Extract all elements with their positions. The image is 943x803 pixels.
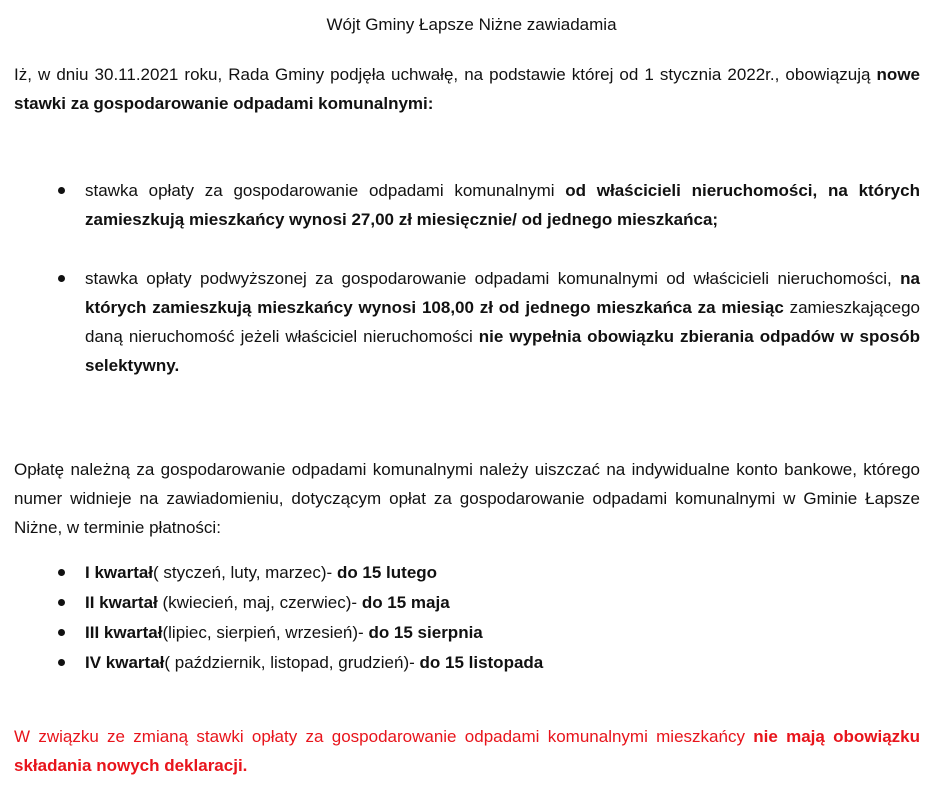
quarter-list-item <box>0 648 943 678</box>
quarter-label: II kwartał <box>85 593 158 612</box>
rate-text-bold: na których zamieszkują mieszkańcy wynosi 108,00 zł od jednego mieszkańca za miesiąc <box>85 269 920 317</box>
intro-paragraph <box>14 60 920 118</box>
rate-text-bold: od właścicieli nieruchomości, na których zamieszkują mieszkańcy wynosi 27,00 zł miesięcznie/ od jednego mieszkańca; <box>85 181 920 229</box>
bullet-icon <box>58 599 65 606</box>
quarter-months: ( styczeń, luty, marzec)- <box>153 563 337 582</box>
announcement-title: Wójt Gminy Łapsze Niżne zawiadamia <box>326 15 617 34</box>
bullet-icon <box>58 187 65 194</box>
quarter-list-item <box>0 618 943 648</box>
intro-text: Iż, w dniu 30.11.2021 roku, Rada Gminy podjęła uchwałę, na podstawie której od 1 stycznia 2022r., obowiązują <box>14 65 877 84</box>
quarter-deadline: do 15 lutego <box>336 563 438 582</box>
quarter-deadline: do 15 sierpnia <box>368 623 483 642</box>
quarter-deadline: do 15 maja <box>361 593 450 612</box>
quarter-text <box>85 588 920 618</box>
rate-text-bold: nie wypełnia obowiązku zbierania odpadów w sposób selektywny. <box>85 327 920 375</box>
bullet-icon <box>58 569 65 576</box>
quarter-list-item <box>0 588 943 618</box>
bullet-icon <box>58 659 65 666</box>
quarter-months: (kwiecień, maj, czerwiec)- <box>157 593 362 612</box>
quarter-months: (lipiec, sierpień, wrzesień)- <box>162 623 369 642</box>
quarter-label: I kwartał <box>85 563 154 582</box>
quarter-months: ( październik, listopad, grudzień)- <box>164 653 420 672</box>
quarter-text <box>85 558 920 588</box>
bullet-icon <box>58 629 65 636</box>
rate-text-regular: zamieszkającego daną nieruchomość jeżeli właściciel nieruchomości <box>85 298 920 346</box>
notice-bold-text: nie mają obowiązku składania nowych deklaracji. <box>14 727 920 775</box>
rate-text-regular: stawka opłaty podwyższonej za gospodarowanie odpadami komunalnymi od właścicieli nieruchomości, <box>85 269 901 288</box>
rate-text <box>85 176 920 234</box>
quarter-deadline: do 15 listopada <box>419 653 544 672</box>
rate-text-regular: stawka opłaty za gospodarowanie odpadami komunalnymi <box>85 181 566 200</box>
quarter-list-item <box>0 558 943 588</box>
quarter-text <box>85 618 920 648</box>
bullet-icon <box>58 275 65 282</box>
rate-text <box>85 264 920 380</box>
intro-bold-text: nowe stawki za gospodarowanie odpadami komunalnymi: <box>14 65 920 113</box>
notice-text: W związku ze zmianą stawki opłaty za gospodarowanie odpadami komunalnymi mieszkańcy <box>14 727 754 746</box>
quarter-label: IV kwartał <box>85 653 165 672</box>
quarter-label: III kwartał <box>85 623 163 642</box>
payment-paragraph: Opłatę należną za gospodarowanie odpadami komunalnymi należy uiszczać na indywidualne konto bankowe, którego numer widnieje na zawiadomieniu, dotyczącym opłat za gospodarowanie odpadami komunalnymi w Gminie Łapsze Niżne, w terminie płatności: <box>14 460 920 537</box>
declaration-notice <box>14 722 920 780</box>
quarter-text <box>85 648 920 678</box>
